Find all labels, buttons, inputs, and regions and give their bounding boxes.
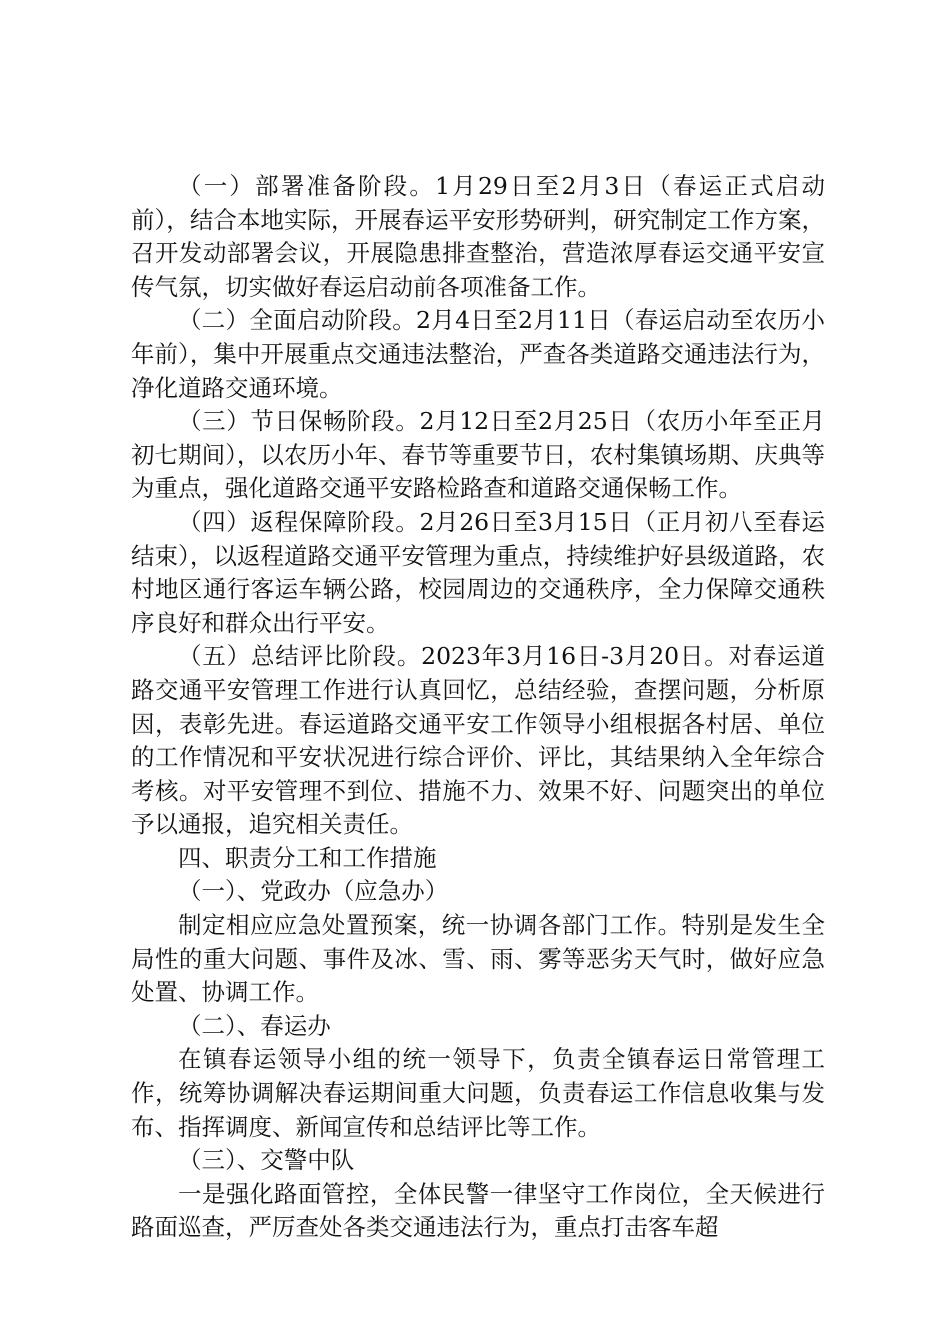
paragraph-stage-5: （五）总结评比阶段。2023年3月16日-3月20日。对春运道路交通平安管理工作进行认真回忆，总结经验，查摆问题，分析原因，表彰先进。春运道路交通平安工作领导小组根据各村居、单位的工作情况和平安状况进行综合评价、评比，其结果纳入全年综合考核。对平安管理不到位、措施不力、效果不好、问题突出的单位予以通报，追究相关责任。 xyxy=(131,642,825,839)
paragraph-spring-office: 在镇春运领导小组的统一领导下，负责全镇春运日常管理工作，统筹协调解决春运期间重大问题，负责春运工作信息收集与发布、指挥调度、新闻宣传和总结评比等工作。 xyxy=(131,1045,825,1141)
paragraph-stage-2: （二）全面启动阶段。2月4日至2月11日（春运启动至农历小年前），集中开展重点交通违法整治，严查各类道路交通违法行为，净化道路交通环境。 xyxy=(131,306,825,402)
paragraph-traffic-police: 一是强化路面管控，全体民警一律坚守工作岗位，全天候进行路面巡查，严厉查处各类交通违法行为，重点打击客车超 xyxy=(131,1179,825,1242)
paragraph-stage-3: （三）节日保畅阶段。2月12日至2月25日（农历小年至正月初七期间），以农历小年、春节等重要节日，农村集镇场期、庆典等为重点，强化道路交通平安路检路查和道路交通保畅工作。 xyxy=(131,407,825,503)
document-body xyxy=(131,170,825,1245)
subheading-spring-office: （二）、春运办 xyxy=(178,1011,331,1040)
subheading-party-office: （一）、党政办（应急办） xyxy=(178,877,449,906)
paragraph-stage-1: （一）部署准备阶段。1月29日至2月3日（春运正式启动前），结合本地实际，开展春运平安形势研判，研究制定工作方案，召开发动部署会议，开展隐患排查整治，营造浓厚春运交通平安宣传气氛，切实做好春运启动前各项准备工作。 xyxy=(131,172,825,301)
paragraph-party-office: 制定相应应急处置预案，统一协调各部门工作。特别是发生全局性的重大问题、事件及冰、雪、雨、雾等恶劣天气时，做好应急处置、协调工作。 xyxy=(131,911,825,1007)
paragraph-stage-4: （四）返程保障阶段。2月26日至3月15日（正月初八至春运结束），以返程道路交通平安管理为重点，持续维护好县级道路，农村地区通行客运车辆公路，校园周边的交通秩序，全力保障交通秩序良好和群众出行平安。 xyxy=(131,507,825,637)
subheading-traffic-police: （三）、交警中队 xyxy=(178,1146,355,1175)
section-heading-duties: 四、职责分工和工作措施 xyxy=(178,843,437,872)
